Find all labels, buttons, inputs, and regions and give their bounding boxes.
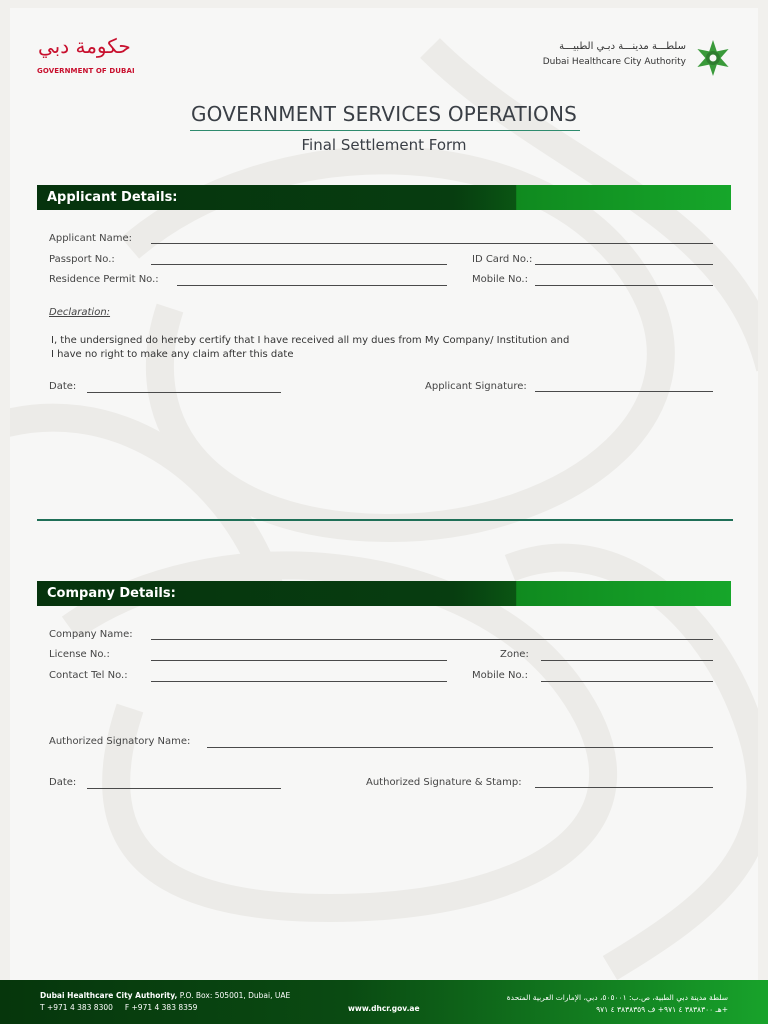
page-title: GOVERNMENT SERVICES OPERATIONS <box>190 102 578 126</box>
footer-bar <box>0 980 768 1024</box>
company-section-header <box>37 581 731 606</box>
company-mobile-label: Mobile No.: <box>472 670 528 681</box>
title-divider <box>190 130 580 131</box>
footer-fax: F +971 4 383 8359 <box>124 1003 198 1012</box>
footer-tel: T +971 4 383 8300 <box>40 1003 113 1012</box>
section-divider <box>37 519 733 521</box>
company-date-label: Date: <box>49 777 77 788</box>
license-label: License No.: <box>49 649 110 660</box>
declaration-line-1: I, the undersigned do hereby certify that I have received all my dues from My Company/ Institution and <box>51 335 570 346</box>
page-subtitle: Final Settlement Form <box>301 136 467 154</box>
company-section-label: Company Details: <box>47 586 176 601</box>
signature-stamp-label: Authorized Signature & Stamp: <box>366 777 522 788</box>
id-card-label: ID Card No.: <box>472 254 533 265</box>
gov-logo-arabic: حكومة دبي <box>38 34 131 58</box>
applicant-section-header <box>37 185 731 210</box>
applicant-name-label: Applicant Name: <box>49 233 133 244</box>
applicant-name-field[interactable] <box>151 243 713 244</box>
authority-name-arabic: سلطـــة مدينـــة دبـي الطبيـــة <box>559 41 686 52</box>
footer-arabic-phones: هـ ٣٨٣٨٣٠٠ ٤ ٩٧١+ ف ٣٨٣٨٣٥٩ ٤ ٩٧١+ <box>596 1005 728 1014</box>
license-field[interactable] <box>151 660 447 661</box>
applicant-mobile-label: Mobile No.: <box>472 274 528 285</box>
applicant-mobile-field[interactable] <box>535 285 713 286</box>
signature-stamp-field[interactable] <box>535 787 713 788</box>
gov-logo-english: GOVERNMENT OF DUBAI <box>37 67 135 75</box>
applicant-signature-label: Applicant Signature: <box>425 381 527 392</box>
applicant-section-label: Applicant Details: <box>47 190 178 205</box>
residence-permit-label: Residence Permit No.: <box>49 274 159 285</box>
footer-po-box: P.O. Box: 505001, Dubai, UAE <box>177 991 291 1000</box>
authority-name-english: Dubai Healthcare City Authority <box>542 57 686 67</box>
contact-tel-label: Contact Tel No.: <box>49 670 128 681</box>
signatory-name-label: Authorized Signatory Name: <box>49 736 191 747</box>
company-name-field[interactable] <box>151 639 713 640</box>
company-date-field[interactable] <box>87 788 281 789</box>
applicant-date-field[interactable] <box>87 392 281 393</box>
footer-website-link[interactable]: www.dhcr.gov.ae <box>348 1004 420 1013</box>
footer-org: Dubai Healthcare City Authority, <box>40 991 178 1000</box>
passport-field[interactable] <box>151 264 447 265</box>
footer-phones <box>40 1003 197 1012</box>
footer-address <box>40 991 290 1000</box>
declaration-line-2: I have no right to make any claim after this date <box>51 349 294 360</box>
company-name-label: Company Name: <box>49 629 133 640</box>
signatory-name-field[interactable] <box>207 747 713 748</box>
declaration-text <box>51 334 621 362</box>
zone-field[interactable] <box>541 660 713 661</box>
declaration-title: Declaration: <box>49 307 111 318</box>
dhca-star-logo-icon <box>693 38 733 78</box>
applicant-date-label: Date: <box>49 381 77 392</box>
footer-arabic-address: سلطة مدينة دبي الطبية، ص.ب: ٥٠٥٠٠١، دبي، الإمارات العربية المتحدة <box>506 993 728 1002</box>
residence-permit-field[interactable] <box>177 285 447 286</box>
applicant-signature-field[interactable] <box>535 391 713 392</box>
passport-label: Passport No.: <box>49 254 115 265</box>
zone-label: Zone: <box>500 649 529 660</box>
company-mobile-field[interactable] <box>541 681 713 682</box>
contact-tel-field[interactable] <box>151 681 447 682</box>
id-card-field[interactable] <box>535 264 713 265</box>
